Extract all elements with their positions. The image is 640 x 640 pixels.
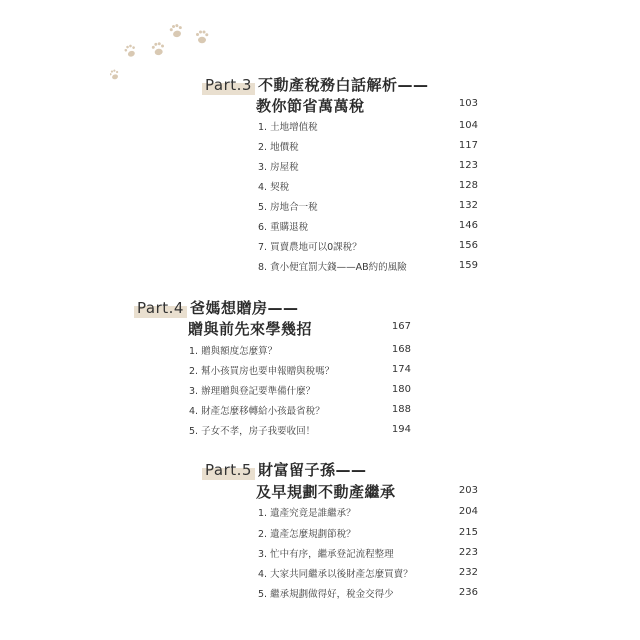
- part-4-title-line1: 爸媽想贈房——: [189, 299, 299, 317]
- part-5-item-4[interactable]: 4. 大家共同繼承以後財產怎麼買賣？: [258, 569, 413, 580]
- part-5-header: [205, 459, 366, 480]
- part-4-item-3-page: 180: [391, 384, 411, 395]
- part-4-item-5-page: 194: [391, 424, 411, 435]
- part-3-title-line1: 不動產稅務白話解析——: [257, 76, 429, 94]
- part-3-header: [205, 74, 428, 95]
- part-3-item-4-page: 128: [458, 180, 478, 191]
- part-3-item-2-page: 117: [458, 140, 478, 151]
- part-3-item-5[interactable]: 5. 房地合一稅: [258, 202, 318, 213]
- part-3-item-3[interactable]: 3. 房屋稅: [258, 162, 299, 173]
- part-4-header: [137, 297, 298, 318]
- part-3-item-6-page: 146: [458, 220, 478, 231]
- part-4-tag: Part.4: [137, 299, 184, 317]
- part-3-item-6[interactable]: 6. 重購退稅: [258, 222, 309, 233]
- part-5-item-1[interactable]: 1. 遺產究竟是誰繼承？: [258, 508, 356, 519]
- part-4-item-4-page: 188: [391, 404, 411, 415]
- part-4-item-2-page: 174: [391, 364, 411, 375]
- part-5-item-5[interactable]: 5. 繼承規劃做得好，稅金交得少: [258, 589, 394, 600]
- part-3-item-8-page: 159: [458, 260, 478, 271]
- part-4-item-1[interactable]: 1. 贈與額度怎麼算？: [189, 346, 278, 357]
- part-3-tag: Part.3: [205, 76, 252, 94]
- part-4-item-3[interactable]: 3. 辦理贈與登記要準備什麼？: [189, 386, 316, 397]
- part-5-title-line1: 財富留子孫——: [257, 461, 367, 479]
- part-3-item-7-page: 156: [458, 240, 478, 251]
- part-3-item-4[interactable]: 4. 契稅: [258, 182, 290, 193]
- paw-prints-icon: [110, 22, 220, 82]
- part-4-title-line2: 贈與前先來學幾招: [188, 320, 313, 338]
- part-5-title-line2: 及早規劃不動產繼承: [256, 483, 396, 501]
- part-3-item-8[interactable]: 8. 貪小便宜罰大錢——AB約的風險: [258, 262, 407, 273]
- part-5-item-3[interactable]: 3. 忙中有序，繼承登記流程整理: [258, 549, 394, 560]
- part-3-page: 103: [458, 98, 478, 109]
- part-4-page: 167: [391, 321, 411, 332]
- part-5-item-3-page: 223: [458, 547, 478, 558]
- part-3-item-2[interactable]: 2. 地價稅: [258, 142, 299, 153]
- part-5-item-2[interactable]: 2. 遺產怎麼規劃節稅？: [258, 529, 356, 540]
- part-5-page: 203: [458, 485, 478, 496]
- part-3-item-5-page: 132: [458, 200, 478, 211]
- part-4-item-1-page: 168: [391, 344, 411, 355]
- part-3-item-7[interactable]: 7. 買賣農地可以0課稅？: [258, 242, 362, 253]
- part-4-item-4[interactable]: 4. 財產怎麼移轉給小孩最省稅？: [189, 406, 325, 417]
- part-5-item-4-page: 232: [458, 567, 478, 578]
- part-4-item-2[interactable]: 2. 幫小孩買房也要申報贈與稅嗎？: [189, 366, 335, 377]
- part-3-item-1[interactable]: 1. 土地增值稅: [258, 122, 318, 133]
- part-3-item-1-page: 104: [458, 120, 478, 131]
- part-5-item-5-page: 236: [458, 587, 478, 598]
- part-3-title-line2: 教你節省萬萬稅: [256, 97, 365, 115]
- part-3-item-3-page: 123: [458, 160, 478, 171]
- part-5-tag: Part.5: [205, 461, 252, 479]
- part-5-item-1-page: 204: [458, 506, 478, 517]
- part-5-item-2-page: 215: [458, 527, 478, 538]
- part-4-item-5[interactable]: 5. 子女不孝，房子我要收回！: [189, 426, 316, 437]
